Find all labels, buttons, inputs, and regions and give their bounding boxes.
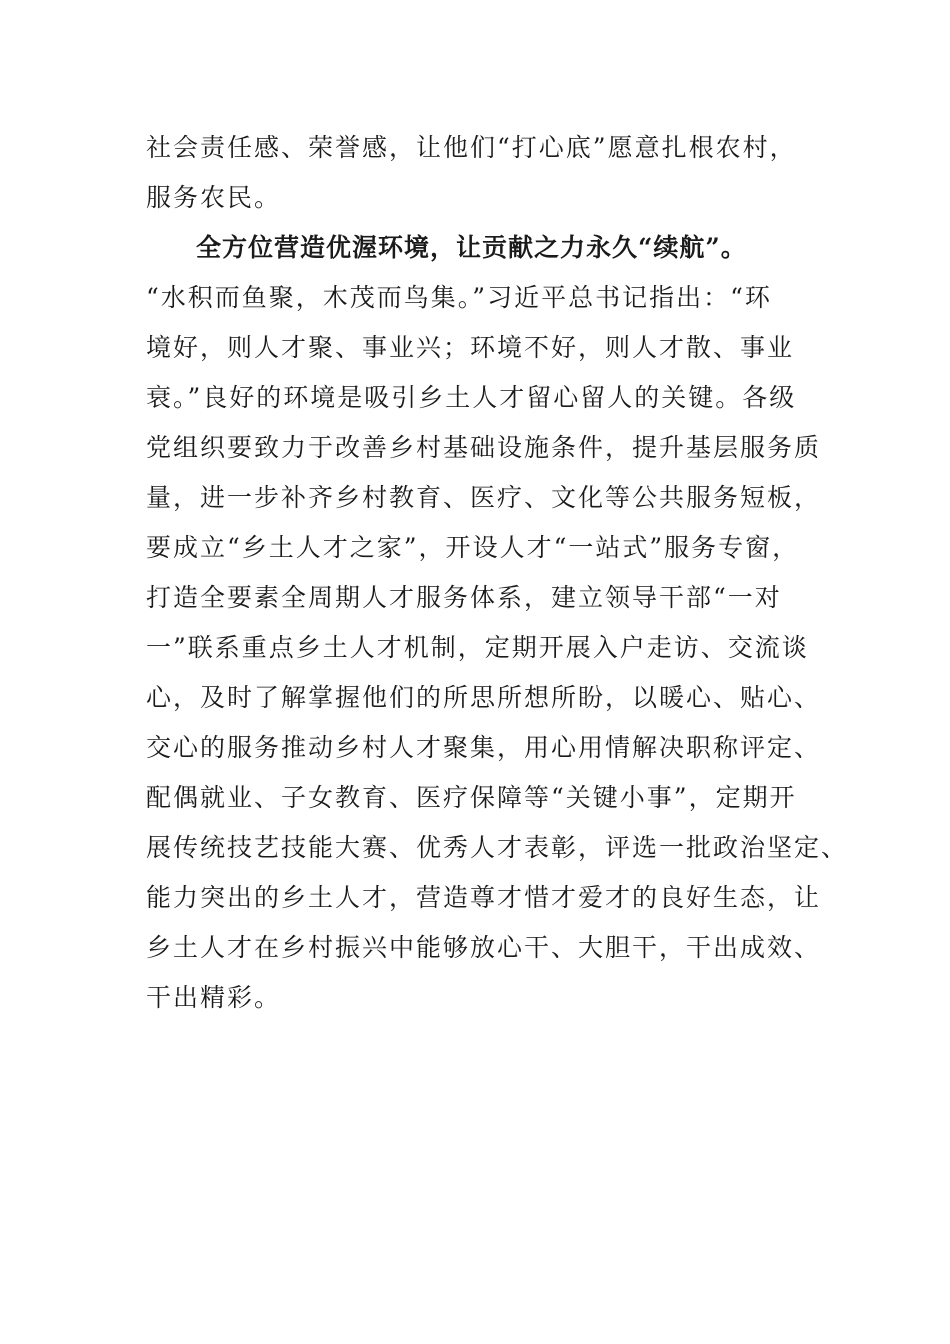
text-line: 一”联系重点乡土人才机制，定期开展入户走访、交流谈 (146, 633, 809, 662)
document-page (146, 123, 849, 1023)
text-line: 心，及时了解掌握他们的所思所想所盼，以暖心、贴心、 (146, 683, 822, 712)
text-line: 要成立“乡土人才之家”，开设人才“一站式”服务专窗， (146, 533, 800, 562)
text-line: 打造全要素全周期人才服务体系，建立领导干部“一对 (146, 583, 782, 612)
text-line: 交心的服务推动乡村人才聚集，用心用情解决职称评定、 (146, 733, 822, 762)
text-line: “水积而鱼聚，木茂而鸟集。”习近平总书记指出：“环 (146, 283, 772, 312)
text-line: 衰。”良好的环境是吸引乡土人才留心留人的关键。各级 (146, 383, 797, 412)
text-line: 社会责任感、荣誉感，让他们“打心底”愿意扎根农村， (146, 133, 797, 162)
text-line: 干出精彩。 (146, 983, 282, 1012)
text-line: 能力突出的乡土人才，营造尊才惜才爱才的良好生态，让 (146, 883, 822, 912)
text-line: 境好，则人才聚、事业兴；环境不好，则人才散、事业 (146, 333, 795, 362)
text-line: 展传统技艺技能大赛、优秀人才表彰，评选一批政治坚定、 (146, 833, 849, 862)
text-line: 量，进一步补齐乡村教育、医疗、文化等公共服务短板， (146, 483, 822, 512)
text-line: 党组织要致力于改善乡村基础设施条件，提升基层服务质 (146, 433, 822, 462)
text-line: 乡土人才在乡村振兴中能够放心干、大胆干，干出成效、 (146, 933, 822, 962)
text-line: 配偶就业、子女教育、医疗保障等“关键小事”，定期开 (146, 783, 797, 812)
section-heading: 全方位营造优渥环境，让贡献之力永久“续航”。 (196, 233, 747, 262)
text-line: 服务农民。 (146, 183, 282, 212)
